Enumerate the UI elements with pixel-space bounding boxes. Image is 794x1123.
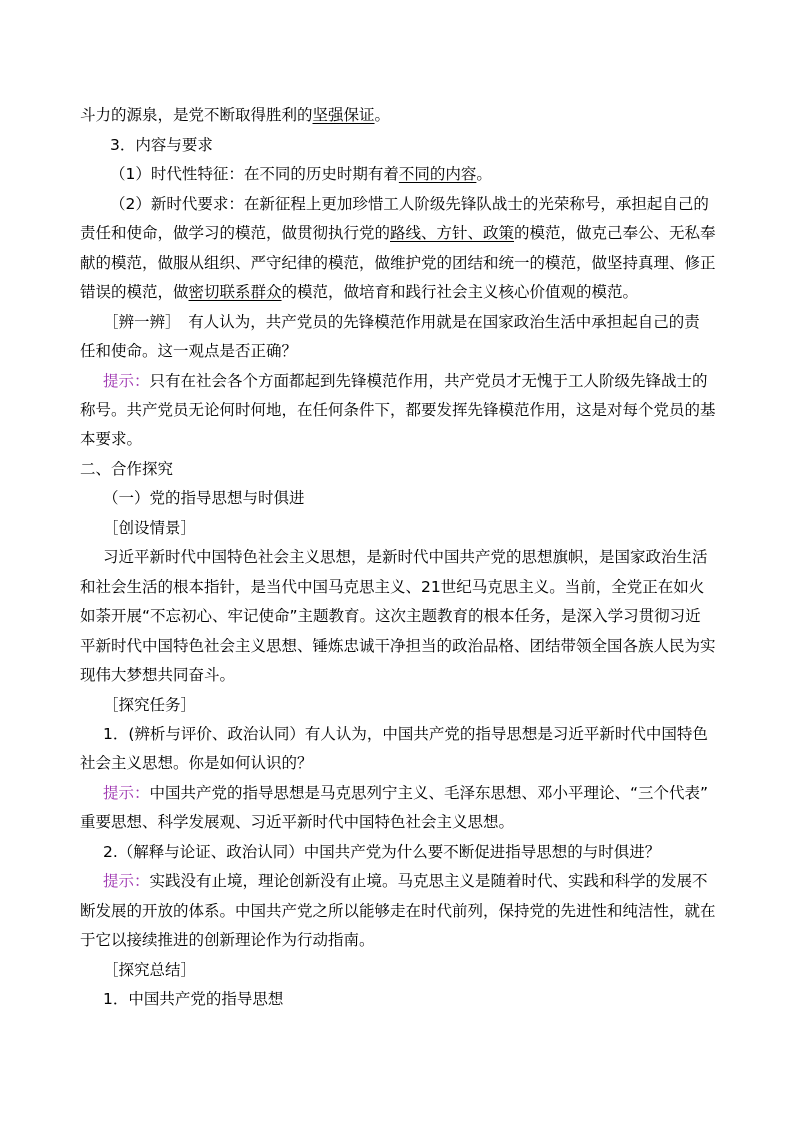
text-segment: 。 bbox=[374, 106, 391, 124]
text-line: 任和使命。这一观点是否正确？ bbox=[80, 342, 298, 360]
text-segment: 中国共产党的指导思想是马克思列宁主义、毛泽东思想、邓小平理论、“三个代表” bbox=[149, 784, 709, 802]
section-subheading: 1．中国共产党的指导思想 bbox=[103, 990, 284, 1008]
text-segment: 只有在社会各个方面都起到先锋模范作用，共产党员才无愧于工人阶级先锋战士的 bbox=[149, 372, 708, 390]
section-heading: 二、合作探究 bbox=[80, 460, 174, 478]
text-line: 断发展的开放的体系。中国共产党之所以能够走在时代前列，保持党的先进性和纯洁性，就在 bbox=[80, 902, 716, 920]
text-line: 现伟大梦想共同奋斗。 bbox=[80, 666, 236, 684]
bracket-heading: ［探究总结］ bbox=[103, 961, 197, 979]
question-line: 1．(辨析与评价、政治认同）有人认为，中国共产党的指导思想是习近平新时代中国特色 bbox=[103, 725, 708, 743]
fill-in-answer: 坚强保证 bbox=[312, 106, 375, 124]
text-line bbox=[80, 104, 390, 126]
fill-in-answer: 不同的内容 bbox=[398, 165, 477, 183]
text-line: 和社会生活的根本指针，是当代中国马克思主义、21世纪马克思主义。当前，全党正在如火 bbox=[80, 578, 705, 596]
text-line: 习近平新时代中国特色社会主义思想，是新时代中国共产党的思想旗帜，是国家政治生活 bbox=[103, 548, 708, 566]
text-segment: 实践没有止境，理论创新没有止境。马克思主义是随着时代、实践和科学的发展不 bbox=[149, 872, 708, 890]
text-line: 献的模范，做服从组织、严守纪律的模范，做维护党的团结和统一的模范，做坚持真理、修正 bbox=[80, 254, 716, 272]
text-line: 称号。共产党员无论何时何地，在任何条件下，都要发挥先锋模范作用，这是对每个党员的基 bbox=[80, 401, 716, 419]
text-line: ［辨一辨］ 有人认为，共产党员的先锋模范作用就是在国家政治生活中承担起自己的责 bbox=[103, 313, 700, 331]
bracket-heading: ［创设情景］ bbox=[103, 519, 197, 537]
text-line: 于它以接续推进的创新理论作为行动指南。 bbox=[80, 931, 375, 949]
text-line: 重要思想、科学发展观、习近平新时代中国特色社会主义思想。 bbox=[80, 813, 515, 831]
fill-in-answer: 密切联系群众 bbox=[188, 283, 282, 301]
question-line: 2.（解释与论证、政治认同）中国共产党为什么要不断促进指导思想的与时俱进？ bbox=[103, 843, 661, 861]
section-subheading: 3．内容与要求 bbox=[110, 136, 213, 154]
text-line: （2）新时代要求：在新征程上更加珍惜工人阶级先锋队战士的光荣称号，承担起自己的 bbox=[110, 195, 709, 213]
hint-line bbox=[103, 370, 708, 392]
text-line: 社会主义思想。你是如何认识的？ bbox=[80, 754, 313, 772]
text-line: 平新时代中国特色社会主义思想、锤炼忠诚干净担当的政治品格、团结带领全国各族人民为实 bbox=[80, 637, 716, 655]
text-line bbox=[80, 222, 716, 244]
hint-label: 提示： bbox=[103, 372, 150, 390]
hint-line bbox=[103, 870, 708, 892]
text-segment: 斗力的源泉，是党不断取得胜利的 bbox=[80, 106, 313, 124]
text-line: 本要求。 bbox=[80, 430, 143, 448]
text-segment: 错误的模范，做 bbox=[80, 283, 189, 301]
text-segment: 。 bbox=[476, 165, 492, 183]
text-line bbox=[80, 281, 638, 303]
text-segment: 的模范，做培育和践行社会主义核心价值观的模范。 bbox=[281, 283, 639, 301]
bracket-heading: ［探究任务］ bbox=[103, 696, 197, 714]
text-line bbox=[110, 163, 492, 185]
fill-in-answer: 路线、方针、政策 bbox=[390, 224, 515, 242]
text-line: 如荼开展“不忘初心、牢记使命”主题教育。这次主题教育的根本任务，是深入学习贯彻习近 bbox=[80, 607, 701, 625]
hint-label: 提示： bbox=[103, 872, 150, 890]
text-segment: 的模范，做克己奉公、无私奉 bbox=[514, 224, 716, 242]
hint-line bbox=[103, 782, 708, 804]
hint-label: 提示： bbox=[103, 784, 150, 802]
text-segment: （1）时代性特征：在不同的历史时期有着 bbox=[110, 165, 399, 183]
section-subheading: （一）党的指导思想与时俱进 bbox=[103, 489, 305, 507]
text-segment: 责任和使命，做学习的模范，做贯彻执行党的 bbox=[80, 224, 391, 242]
